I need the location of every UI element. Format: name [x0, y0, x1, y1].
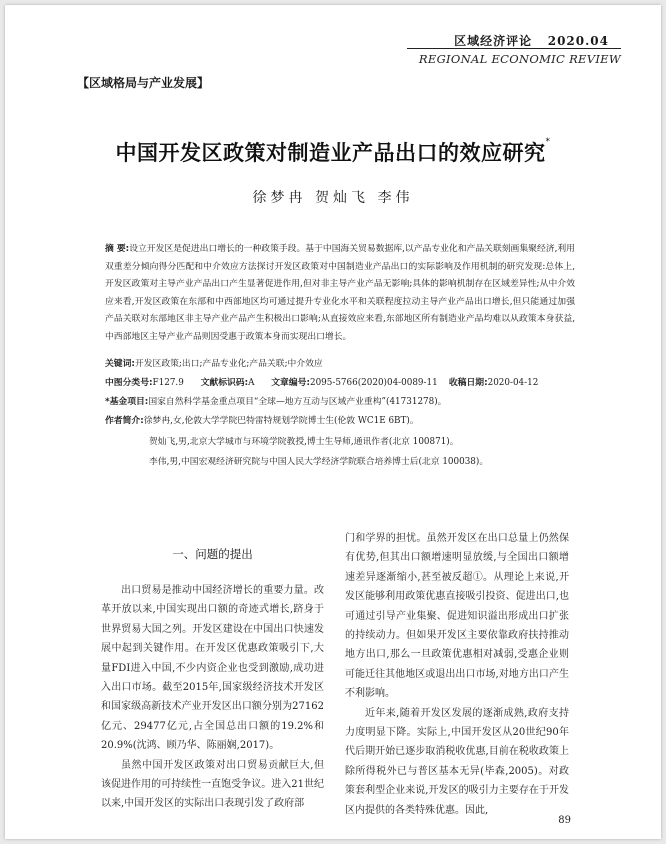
doc-code-label: 文献标识码:: [200, 378, 249, 388]
journal-name-en: REGIONAL ECONOMIC REVIEW: [418, 52, 621, 66]
journal-issue: 2020.04: [547, 34, 609, 48]
paper-page: [5, 5, 661, 839]
fund-label: *基金项目:: [105, 397, 149, 407]
header-rule: [407, 48, 621, 49]
body-column-right: [345, 529, 569, 820]
body-paragraph: 出口贸易是推动中国经济增长的重要力量。改革开放以来,中国实现出口额的奇迹式增长,跻身于世界贸易大国之列。开发区建设在中国出口快速发展中起到关键作用。在开发区优惠政策吸引下,大量FDI进入中国,不少内资企业也受到激励,成功进入出口市场。截至2015年,国家级经济技术开发区和国家级高新技术产业开发区出口额分别为27162亿元、29477亿元,占全国总出口额的19.2%和20.9%(沈鸿、顾乃华、陈丽娴,2017)。: [101, 585, 324, 752]
body-paragraph: 门和学界的担忧。虽然开发区在出口总量上仍然保有优势,但其出口额增速明显放缓,与全国出口额增速差异逐渐缩小,甚至被反超①。从理论上来说,开发区能够利用政策优惠直接吸引投资、促进出口,也可通过引导产业集聚、促进知识溢出形成出口扩张的持续动力。但如果开发区主要依靠政府扶持推动地方出口,那么一旦政策优惠相对减弱,受惠企业则可能迁往其他地区或退出出口市场,对地方出口产生不利影响。: [345, 533, 569, 700]
journal-name-cn: 区域经济评论: [454, 34, 533, 48]
title-text: 中国开发区政策对制造业产品出口的效应研究: [115, 141, 546, 165]
body-paragraph: 虽然中国开发区政策对出口贸易贡献巨大,但该促进作用的可持续性一直饱受争议。进入21世纪以来,中国开发区的实际出口表现引发了政府部: [101, 759, 324, 810]
abstract-text: 设立开发区是促进出口增长的一种政策手段。基于中国海关贸易数据库,以产品专业化和产品关联刻画集聚经济,利用双重差分倾向得分匹配和中介效应方法探讨开发区政策对中国制造业产品出口的实际影响及作用机制的研究发现:总体上,开发区政策对主导产业产品出口产生显著促进作用,但对非主导产业产品无影响;具体的影响机制存在区域差异性;从中介效应来看,开发区政策在东部和中西部地区均可通过提升专业化水平和关联程度拉动主导产业产品出口增长,但只能通过加强产品关联对东部地区非主导产业产品产生积极出口影响;从直接效应来看,东部地区所有制造业产品均难以从政策本身获益,中西部地区主导产业产品则因受惠于政策本身而实现出口增长。: [105, 244, 575, 342]
abstract: [105, 241, 575, 347]
fund-text: 国家自然科学基金重点项目“全球—地方互动与区域产业重构”(41731278)。: [148, 397, 447, 407]
journal-header: [454, 32, 609, 49]
body-column-left: [101, 581, 324, 814]
authors: 徐梦冉 贺灿飞 李伟: [252, 190, 414, 206]
body-paragraph: 近年来,随着开发区发展的逐渐成熟,政府支持力度明显下降。实际上,中国开发区从20世纪90年代后期开始已逐步取消税收优惠,目前在税收政策上除所得税外已与普区基本无异(毕森,2005)。对政策套利型企业来说,开发区的吸引力主要存在于开发区内提供的各类特殊优惠。因此,: [345, 707, 569, 816]
received-date-label: 收稿日期:: [448, 378, 488, 388]
author-info-label: 作者简介:: [105, 416, 144, 426]
paper-title: [5, 137, 661, 167]
fund-info: [105, 394, 585, 407]
author-info-2: 贺灿飞,男,北京大学城市与环境学院教授,博士生导师,通讯作者(北京 100871)。: [149, 437, 459, 447]
title-footnote-mark: *: [545, 137, 551, 147]
article-number-label: 文章编号:: [271, 378, 310, 388]
page-number: 89: [558, 815, 571, 826]
doc-code-value: A: [248, 378, 255, 388]
article-number-value: 2095-5766(2020)04-0089-11: [309, 378, 438, 388]
received-date-value: 2020-04-12: [487, 378, 539, 388]
clc-value: F127.9: [152, 378, 184, 388]
section-tag: 【区域格局与产业发展】: [77, 76, 210, 90]
keywords-text: 开发区政策;出口;产品专业化;产品关联;中介效应: [134, 359, 323, 369]
author-info-1: [105, 413, 585, 426]
classification-line: [105, 375, 585, 388]
author-info-3: 李伟,男,中国宏观经济研究院与中国人民大学经济学院联合培养博士后(北京 100038)。: [149, 457, 489, 467]
keywords: [105, 356, 585, 369]
clc-label: 中图分类号:: [105, 378, 153, 388]
abstract-label: 摘 要:: [105, 244, 130, 254]
keywords-label: 关键词:: [105, 359, 135, 369]
author-info-line: 徐梦冉,女,伦敦大学学院巴特雷特规划学院博士生(伦敦 WC1E 6BT)。: [143, 416, 419, 426]
section-heading: 一、问题的提出: [172, 547, 253, 561]
